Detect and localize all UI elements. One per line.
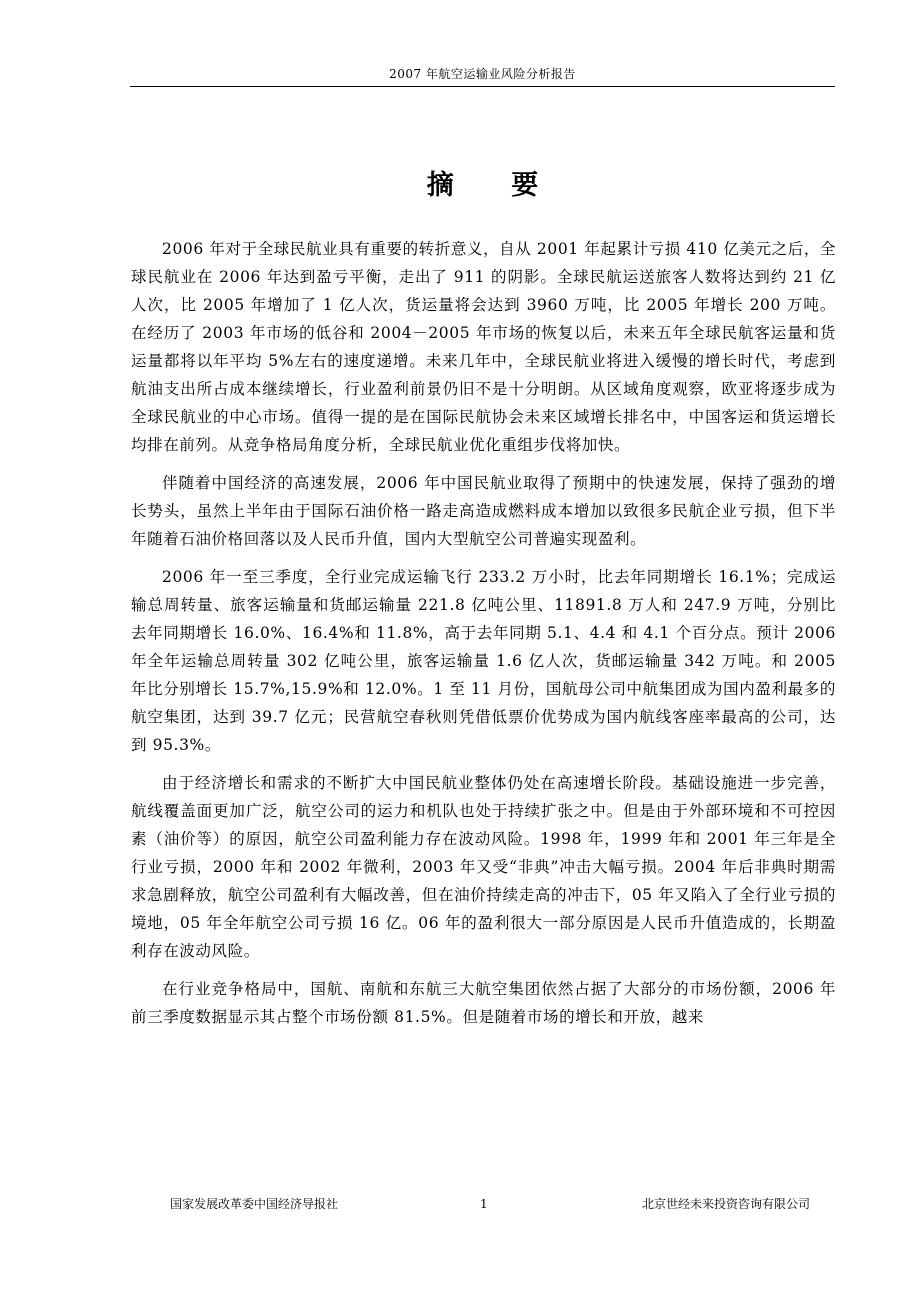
paragraph-2: 伴随着中国经济的高速发展，2006 年中国民航业取得了预期中的快速发展，保持了强劲的增长势头，虽然上半年由于国际石油价格一路走高造成燃料成本增加以致很多民航企业亏损，但下半年随着石油价格回落以及人民币升值，国内大型航空公司普遍实现盈利。	[131, 474, 836, 548]
document-body	[131, 235, 836, 1041]
header-rule	[130, 86, 835, 87]
page-header: 2007 年航空运输业风险分析报告	[389, 67, 576, 81]
paragraph-3: 2006 年一至三季度，全行业完成运输飞行 233.2 万小时，比去年同期增长 16.1%；完成运输总周转量、旅客运输量和货邮运输量 221.8 亿吨公里、11891.8 万人和 247.9 万吨，分别比去年同期增长 16.0%、16.4%和 11.8%，高于去年同期 5.1、4.4 和 4.1 个百分点。预计 2006 年全年运输总周转量 302 亿吨公里，旅客运输量 1.6 亿人次，货邮运输量 342 万吨。和 2005 年比分别增长 15.7%,15.9%和 12.0%。1 至 11 月份，国航母公司中航集团成为国内盈利最多的航空集团，达到 39.7 亿元；民营航空春秋则凭借低票价优势成为国内航线客座率最高的公司，达到 95.3%。	[131, 568, 836, 754]
footer-publisher: 国家发展改革委中国经济导报社	[170, 1197, 339, 1211]
document-title: 摘 要	[426, 170, 563, 201]
paragraph-1: 2006 年对于全球民航业具有重要的转折意义，自从 2001 年起累计亏损 410 亿美元之后，全球民航业在 2006 年达到盈亏平衡，走出了 911 的阴影。全球民航运送旅客人数将达到约 21 亿人次，比 2005 年增加了 1 亿人次，货运量将会达到 3960 万吨，比 2005 年增长 200 万吨。在经历了 2003 年市场的低谷和 2004－2005 年市场的恢复以后，未来五年全球民航客运量和货运量都将以年平均 5%左右的速度递增。未来几年中，全球民航业将进入缓慢的增长时代，考虑到航油支出所占成本继续增长，行业盈利前景仍旧不是十分明朗。从区域角度观察，欧亚将逐步成为全球民航业的中心市场。值得一提的是在国际民航协会未来区域增长排名中，中国客运和货运增长均排在前列。从竞争格局角度分析，全球民航业优化重组步伐将加快。	[131, 240, 837, 454]
footer-company: 北京世经未来投资咨询有限公司	[641, 1197, 810, 1211]
page-footer	[130, 1196, 835, 1216]
page-number: 1	[480, 1197, 488, 1211]
paragraph-5: 在行业竞争格局中，国航、南航和东航三大航空集团依然占据了大部分的市场份额，2006 年前三季度数据显示其占整个市场份额 81.5%。但是随着市场的增长和开放，越来	[131, 980, 836, 1026]
paragraph-4: 由于经济增长和需求的不断扩大中国民航业整体仍处在高速增长阶段。基础设施进一步完善，航线覆盖面更加广泛，航空公司的运力和机队也处于持续扩张之中。但是由于外部环境和不可控因素（油价等）的原因，航空公司盈利能力存在波动风险。1998 年，1999 年和 2001 年三年是全行业亏损，2000 年和 2002 年微利，2003 年又受“非典”冲击大幅亏损。2004 年后非典时期需求急剧释放，航空公司盈利有大幅改善，但在油价持续走高的冲击下，05 年又陷入了全行业亏损的境地，05 年全年航空公司亏损 16 亿。06 年的盈利很大一部分原因是人民币升值造成的，长期盈利存在波动风险。	[131, 774, 836, 960]
